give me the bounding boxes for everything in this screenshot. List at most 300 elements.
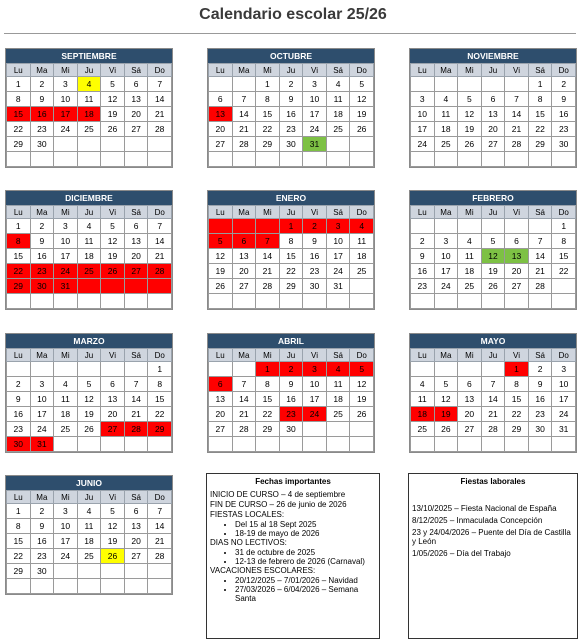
empty-cell <box>552 437 576 452</box>
weekday-header: Ju <box>77 491 101 504</box>
weekday-header: Sá <box>326 349 350 362</box>
month-abril <box>207 333 375 453</box>
empty-cell <box>458 294 482 309</box>
empty-cell <box>77 362 101 377</box>
day-cell: 16 <box>552 107 576 122</box>
day-cell: 21 <box>232 407 256 422</box>
day-cell: 17 <box>303 107 327 122</box>
weekday-header: Lu <box>7 491 31 504</box>
empty-cell <box>148 579 172 594</box>
day-cell: 26 <box>209 279 233 294</box>
day-cell: 8 <box>552 234 576 249</box>
day-cell: 28 <box>232 422 256 437</box>
empty-cell <box>101 437 125 452</box>
month-febrero <box>409 190 577 310</box>
day-cell: 20 <box>124 249 148 264</box>
day-cell: 17 <box>54 249 78 264</box>
day-cell: 24 <box>54 122 78 137</box>
weekday-header: Mi <box>458 349 482 362</box>
day-cell: 9 <box>30 92 54 107</box>
day-cell: 6 <box>124 504 148 519</box>
empty-cell <box>124 579 148 594</box>
day-cell: 6 <box>458 377 482 392</box>
day-cell: 16 <box>411 264 435 279</box>
week-row <box>209 219 374 234</box>
empty-cell <box>7 152 31 167</box>
day-cell: 27 <box>481 137 505 152</box>
day-cell: 21 <box>148 249 172 264</box>
empty-cell <box>77 564 101 579</box>
empty-cell <box>505 77 529 92</box>
week-row <box>411 249 576 264</box>
day-cell: 22 <box>256 122 280 137</box>
week-row <box>209 137 374 152</box>
vacations-label: VACACIONES ESCOLARES: <box>210 566 316 575</box>
day-cell: 20 <box>458 407 482 422</box>
week-row <box>7 407 172 422</box>
day-cell: 29 <box>7 137 31 152</box>
day-cell: 26 <box>481 279 505 294</box>
empty-cell <box>279 437 303 452</box>
day-cell: 8 <box>256 92 280 107</box>
title-divider <box>4 33 576 34</box>
day-cell: 4 <box>54 377 78 392</box>
day-cell: 21 <box>528 264 552 279</box>
day-cell: 20 <box>124 107 148 122</box>
day-cell: 10 <box>434 249 458 264</box>
day-cell: 27 <box>232 279 256 294</box>
empty-cell <box>350 152 374 167</box>
day-cell: 4 <box>77 77 101 92</box>
empty-cell <box>481 362 505 377</box>
day-cell: 7 <box>232 92 256 107</box>
empty-cell <box>434 152 458 167</box>
day-cell: 8 <box>279 234 303 249</box>
day-cell: 26 <box>77 422 101 437</box>
empty-cell <box>124 437 148 452</box>
day-cell: 11 <box>350 234 374 249</box>
week-row <box>209 377 374 392</box>
day-cell: 30 <box>279 422 303 437</box>
day-cell: 11 <box>77 92 101 107</box>
month-enero <box>207 190 375 310</box>
day-cell: 14 <box>505 107 529 122</box>
day-cell: 7 <box>124 377 148 392</box>
week-row <box>7 579 172 594</box>
day-cell: 9 <box>411 249 435 264</box>
week-row <box>209 437 374 452</box>
day-cell: 14 <box>528 249 552 264</box>
day-cell: 3 <box>434 234 458 249</box>
week-row <box>7 392 172 407</box>
empty-cell <box>209 294 233 309</box>
work-holiday-item: 23 y 24/04/2026 – Puente del Día de Castilla y León <box>412 528 571 546</box>
weekday-header: Vi <box>505 64 529 77</box>
day-cell: 16 <box>303 249 327 264</box>
day-cell: 2 <box>552 77 576 92</box>
day-cell: 5 <box>350 77 374 92</box>
empty-cell <box>434 77 458 92</box>
empty-cell <box>209 362 233 377</box>
day-cell: 1 <box>7 504 31 519</box>
day-cell: 29 <box>148 422 172 437</box>
day-cell: 28 <box>256 279 280 294</box>
empty-cell <box>124 294 148 309</box>
day-cell: 9 <box>552 92 576 107</box>
empty-cell <box>552 294 576 309</box>
month-noviembre <box>409 48 577 168</box>
local-holidays-label: FIESTAS LOCALES: <box>210 510 285 519</box>
empty-cell <box>54 152 78 167</box>
empty-cell <box>54 564 78 579</box>
weekday-header: Ma <box>232 64 256 77</box>
day-cell: 28 <box>148 549 172 564</box>
week-row <box>411 392 576 407</box>
day-cell: 29 <box>279 279 303 294</box>
day-cell: 9 <box>30 519 54 534</box>
empty-cell <box>303 152 327 167</box>
day-cell: 30 <box>7 437 31 452</box>
weekday-header: Ju <box>77 349 101 362</box>
day-cell: 26 <box>458 137 482 152</box>
weekday-header: Ma <box>434 349 458 362</box>
week-row <box>7 77 172 92</box>
month-junio <box>5 475 173 595</box>
work-holidays-title: Fiestas laborales <box>460 477 526 486</box>
month-mayo <box>409 333 577 453</box>
vacations-list <box>207 576 379 603</box>
day-cell: 26 <box>101 264 125 279</box>
day-cell: 27 <box>209 422 233 437</box>
empty-cell <box>256 152 280 167</box>
day-cell: 18 <box>77 107 101 122</box>
day-cell: 8 <box>256 377 280 392</box>
week-row <box>7 504 172 519</box>
day-cell: 8 <box>7 92 31 107</box>
week-row <box>209 77 374 92</box>
empty-cell <box>77 579 101 594</box>
weekday-header: Sá <box>528 206 552 219</box>
day-cell: 2 <box>30 504 54 519</box>
empty-cell <box>326 294 350 309</box>
week-row <box>411 137 576 152</box>
empty-cell <box>434 362 458 377</box>
empty-cell <box>411 362 435 377</box>
weekday-header: Mi <box>54 64 78 77</box>
day-cell: 29 <box>7 564 31 579</box>
work-holiday-item: 1/05/2026 – Día del Trabajo <box>412 549 511 558</box>
day-cell: 4 <box>458 234 482 249</box>
day-cell: 28 <box>124 422 148 437</box>
day-cell: 14 <box>232 392 256 407</box>
local-holiday-item: • Del 15 al 18 Sept 2025 <box>235 520 379 529</box>
day-cell: 11 <box>77 234 101 249</box>
day-cell: 17 <box>54 534 78 549</box>
empty-cell <box>528 437 552 452</box>
weekday-header: Do <box>148 491 172 504</box>
day-cell: 24 <box>434 279 458 294</box>
weekday-header: Do <box>148 206 172 219</box>
weekday-header: Lu <box>7 64 31 77</box>
month-octubre <box>207 48 375 168</box>
day-cell: 30 <box>552 137 576 152</box>
month-name: ENERO <box>208 191 374 205</box>
vacation-item: • 27/03/2026 – 6/04/2026 – Semana Santa <box>235 585 379 603</box>
empty-cell <box>350 294 374 309</box>
weekday-header: Vi <box>505 206 529 219</box>
empty-cell <box>303 422 327 437</box>
empty-cell <box>350 437 374 452</box>
week-row <box>209 264 374 279</box>
weekday-header: Do <box>552 64 576 77</box>
day-cell: 15 <box>256 107 280 122</box>
week-row <box>411 279 576 294</box>
day-cell: 17 <box>326 249 350 264</box>
empty-cell <box>434 294 458 309</box>
empty-cell <box>77 294 101 309</box>
day-cell: 21 <box>481 407 505 422</box>
week-row <box>7 519 172 534</box>
day-cell: 8 <box>528 92 552 107</box>
day-cell: 18 <box>326 392 350 407</box>
week-row <box>7 107 172 122</box>
day-cell: 23 <box>528 407 552 422</box>
day-cell: 25 <box>350 264 374 279</box>
weekday-header: Vi <box>303 349 327 362</box>
day-cell: 12 <box>209 249 233 264</box>
vacation-item: • 20/12/2025 – 7/01/2026 – Navidad <box>235 576 379 585</box>
day-cell: 12 <box>350 377 374 392</box>
weekday-header: Sá <box>528 64 552 77</box>
day-cell: 23 <box>552 122 576 137</box>
day-cell: 5 <box>209 234 233 249</box>
day-cell: 28 <box>481 422 505 437</box>
day-cell: 11 <box>54 392 78 407</box>
week-row <box>209 422 374 437</box>
empty-cell <box>411 219 435 234</box>
day-cell: 31 <box>303 137 327 152</box>
weekday-header: Vi <box>303 206 327 219</box>
day-cell: 15 <box>7 249 31 264</box>
day-cell: 19 <box>101 249 125 264</box>
day-cell: 22 <box>279 264 303 279</box>
empty-cell <box>148 564 172 579</box>
weekday-header: Sá <box>124 64 148 77</box>
day-cell: 31 <box>552 422 576 437</box>
week-row <box>209 279 374 294</box>
day-cell: 21 <box>148 107 172 122</box>
day-cell: 24 <box>411 137 435 152</box>
day-cell: 12 <box>434 392 458 407</box>
day-cell: 4 <box>77 504 101 519</box>
empty-cell <box>458 152 482 167</box>
empty-cell <box>7 294 31 309</box>
day-cell: 15 <box>256 392 280 407</box>
empty-cell <box>77 279 101 294</box>
end-date: FIN DE CURSO – 26 de junio de 2026 <box>210 500 347 509</box>
month-septiembre <box>5 48 173 168</box>
weekday-header: Sá <box>528 349 552 362</box>
day-cell: 21 <box>505 122 529 137</box>
empty-cell <box>232 152 256 167</box>
empty-cell <box>303 294 327 309</box>
day-cell: 30 <box>279 137 303 152</box>
weekday-header: Lu <box>7 206 31 219</box>
day-cell: 6 <box>505 234 529 249</box>
empty-cell <box>54 294 78 309</box>
weekday-header: Lu <box>411 349 435 362</box>
day-cell: 3 <box>30 377 54 392</box>
empty-cell <box>505 437 529 452</box>
day-cell: 26 <box>350 122 374 137</box>
day-cell: 14 <box>232 107 256 122</box>
empty-cell <box>279 152 303 167</box>
week-row <box>7 377 172 392</box>
weekday-header: Ma <box>30 64 54 77</box>
empty-cell <box>481 77 505 92</box>
day-cell: 25 <box>458 279 482 294</box>
day-cell: 28 <box>148 122 172 137</box>
weekday-header: Ma <box>434 206 458 219</box>
empty-cell <box>101 294 125 309</box>
empty-cell <box>326 137 350 152</box>
day-cell: 9 <box>7 392 31 407</box>
day-cell: 11 <box>434 107 458 122</box>
weekday-header: Lu <box>209 206 233 219</box>
day-cell: 20 <box>209 407 233 422</box>
day-cell: 3 <box>54 504 78 519</box>
week-row <box>7 219 172 234</box>
day-cell: 15 <box>279 249 303 264</box>
weekday-header: Vi <box>101 349 125 362</box>
week-row <box>7 92 172 107</box>
empty-cell <box>350 279 374 294</box>
day-cell: 1 <box>505 362 529 377</box>
day-cell: 22 <box>7 549 31 564</box>
day-cell: 30 <box>528 422 552 437</box>
day-cell: 2 <box>7 377 31 392</box>
week-row <box>7 534 172 549</box>
weekday-header: Ju <box>77 206 101 219</box>
day-cell: 15 <box>505 392 529 407</box>
day-cell: 5 <box>101 504 125 519</box>
day-cell: 28 <box>148 264 172 279</box>
month-name: SEPTIEMBRE <box>6 49 172 63</box>
important-dates-box <box>206 473 380 639</box>
weekday-header: Lu <box>411 64 435 77</box>
empty-cell <box>481 152 505 167</box>
start-date: INICIO DE CURSO – 4 de septiembre <box>210 490 346 499</box>
day-cell: 12 <box>101 519 125 534</box>
day-cell: 27 <box>101 422 125 437</box>
empty-cell <box>101 279 125 294</box>
empty-cell <box>256 219 280 234</box>
day-cell: 3 <box>552 362 576 377</box>
empty-cell <box>148 279 172 294</box>
empty-cell <box>124 362 148 377</box>
work-holiday-item: 13/10/2025 – Fiesta Nacional de España <box>412 504 557 513</box>
empty-cell <box>101 152 125 167</box>
week-row <box>411 437 576 452</box>
local-holidays-list <box>207 520 379 538</box>
day-cell: 8 <box>7 519 31 534</box>
empty-cell <box>209 219 233 234</box>
week-row <box>7 564 172 579</box>
week-row <box>411 107 576 122</box>
weekday-header: Ju <box>279 206 303 219</box>
empty-cell <box>124 152 148 167</box>
non-lective-item: • 31 de octubre de 2025 <box>235 548 379 557</box>
day-cell: 22 <box>148 407 172 422</box>
day-cell: 31 <box>326 279 350 294</box>
empty-cell <box>458 437 482 452</box>
month-name: MAYO <box>410 334 576 348</box>
day-cell: 13 <box>124 234 148 249</box>
day-cell: 6 <box>209 92 233 107</box>
weekday-header: Vi <box>505 349 529 362</box>
week-row <box>7 279 172 294</box>
day-cell: 27 <box>124 549 148 564</box>
day-cell: 18 <box>350 249 374 264</box>
weekday-header: Lu <box>209 64 233 77</box>
weekday-header: Mi <box>54 491 78 504</box>
day-cell: 30 <box>30 279 54 294</box>
weekday-header: Ma <box>30 349 54 362</box>
day-cell: 2 <box>528 362 552 377</box>
weekday-header: Ju <box>279 64 303 77</box>
empty-cell <box>30 362 54 377</box>
day-cell: 5 <box>458 92 482 107</box>
empty-cell <box>124 137 148 152</box>
day-cell: 6 <box>481 92 505 107</box>
weekday-header: Do <box>350 64 374 77</box>
day-cell: 14 <box>148 92 172 107</box>
day-cell: 30 <box>303 279 327 294</box>
day-cell: 10 <box>30 392 54 407</box>
empty-cell <box>256 294 280 309</box>
day-cell: 16 <box>30 107 54 122</box>
week-row <box>411 122 576 137</box>
empty-cell <box>232 437 256 452</box>
empty-cell <box>232 77 256 92</box>
day-cell: 23 <box>30 549 54 564</box>
day-cell: 15 <box>7 107 31 122</box>
empty-cell <box>30 579 54 594</box>
weekday-header: Do <box>552 349 576 362</box>
day-cell: 27 <box>458 422 482 437</box>
local-holiday-item: • 18-19 de mayo de 2026 <box>235 529 379 538</box>
day-cell: 25 <box>326 122 350 137</box>
day-cell: 21 <box>256 264 280 279</box>
day-cell: 7 <box>528 234 552 249</box>
day-cell: 22 <box>528 122 552 137</box>
empty-cell <box>481 294 505 309</box>
day-cell: 8 <box>148 377 172 392</box>
week-row <box>411 77 576 92</box>
day-cell: 23 <box>303 264 327 279</box>
day-cell: 5 <box>434 377 458 392</box>
empty-cell <box>505 219 529 234</box>
day-cell: 9 <box>528 377 552 392</box>
weekday-header: Sá <box>124 349 148 362</box>
empty-cell <box>209 437 233 452</box>
weekday-header: Do <box>552 206 576 219</box>
week-row <box>209 362 374 377</box>
day-cell: 2 <box>279 77 303 92</box>
week-row <box>7 437 172 452</box>
day-cell: 15 <box>528 107 552 122</box>
empty-cell <box>326 152 350 167</box>
